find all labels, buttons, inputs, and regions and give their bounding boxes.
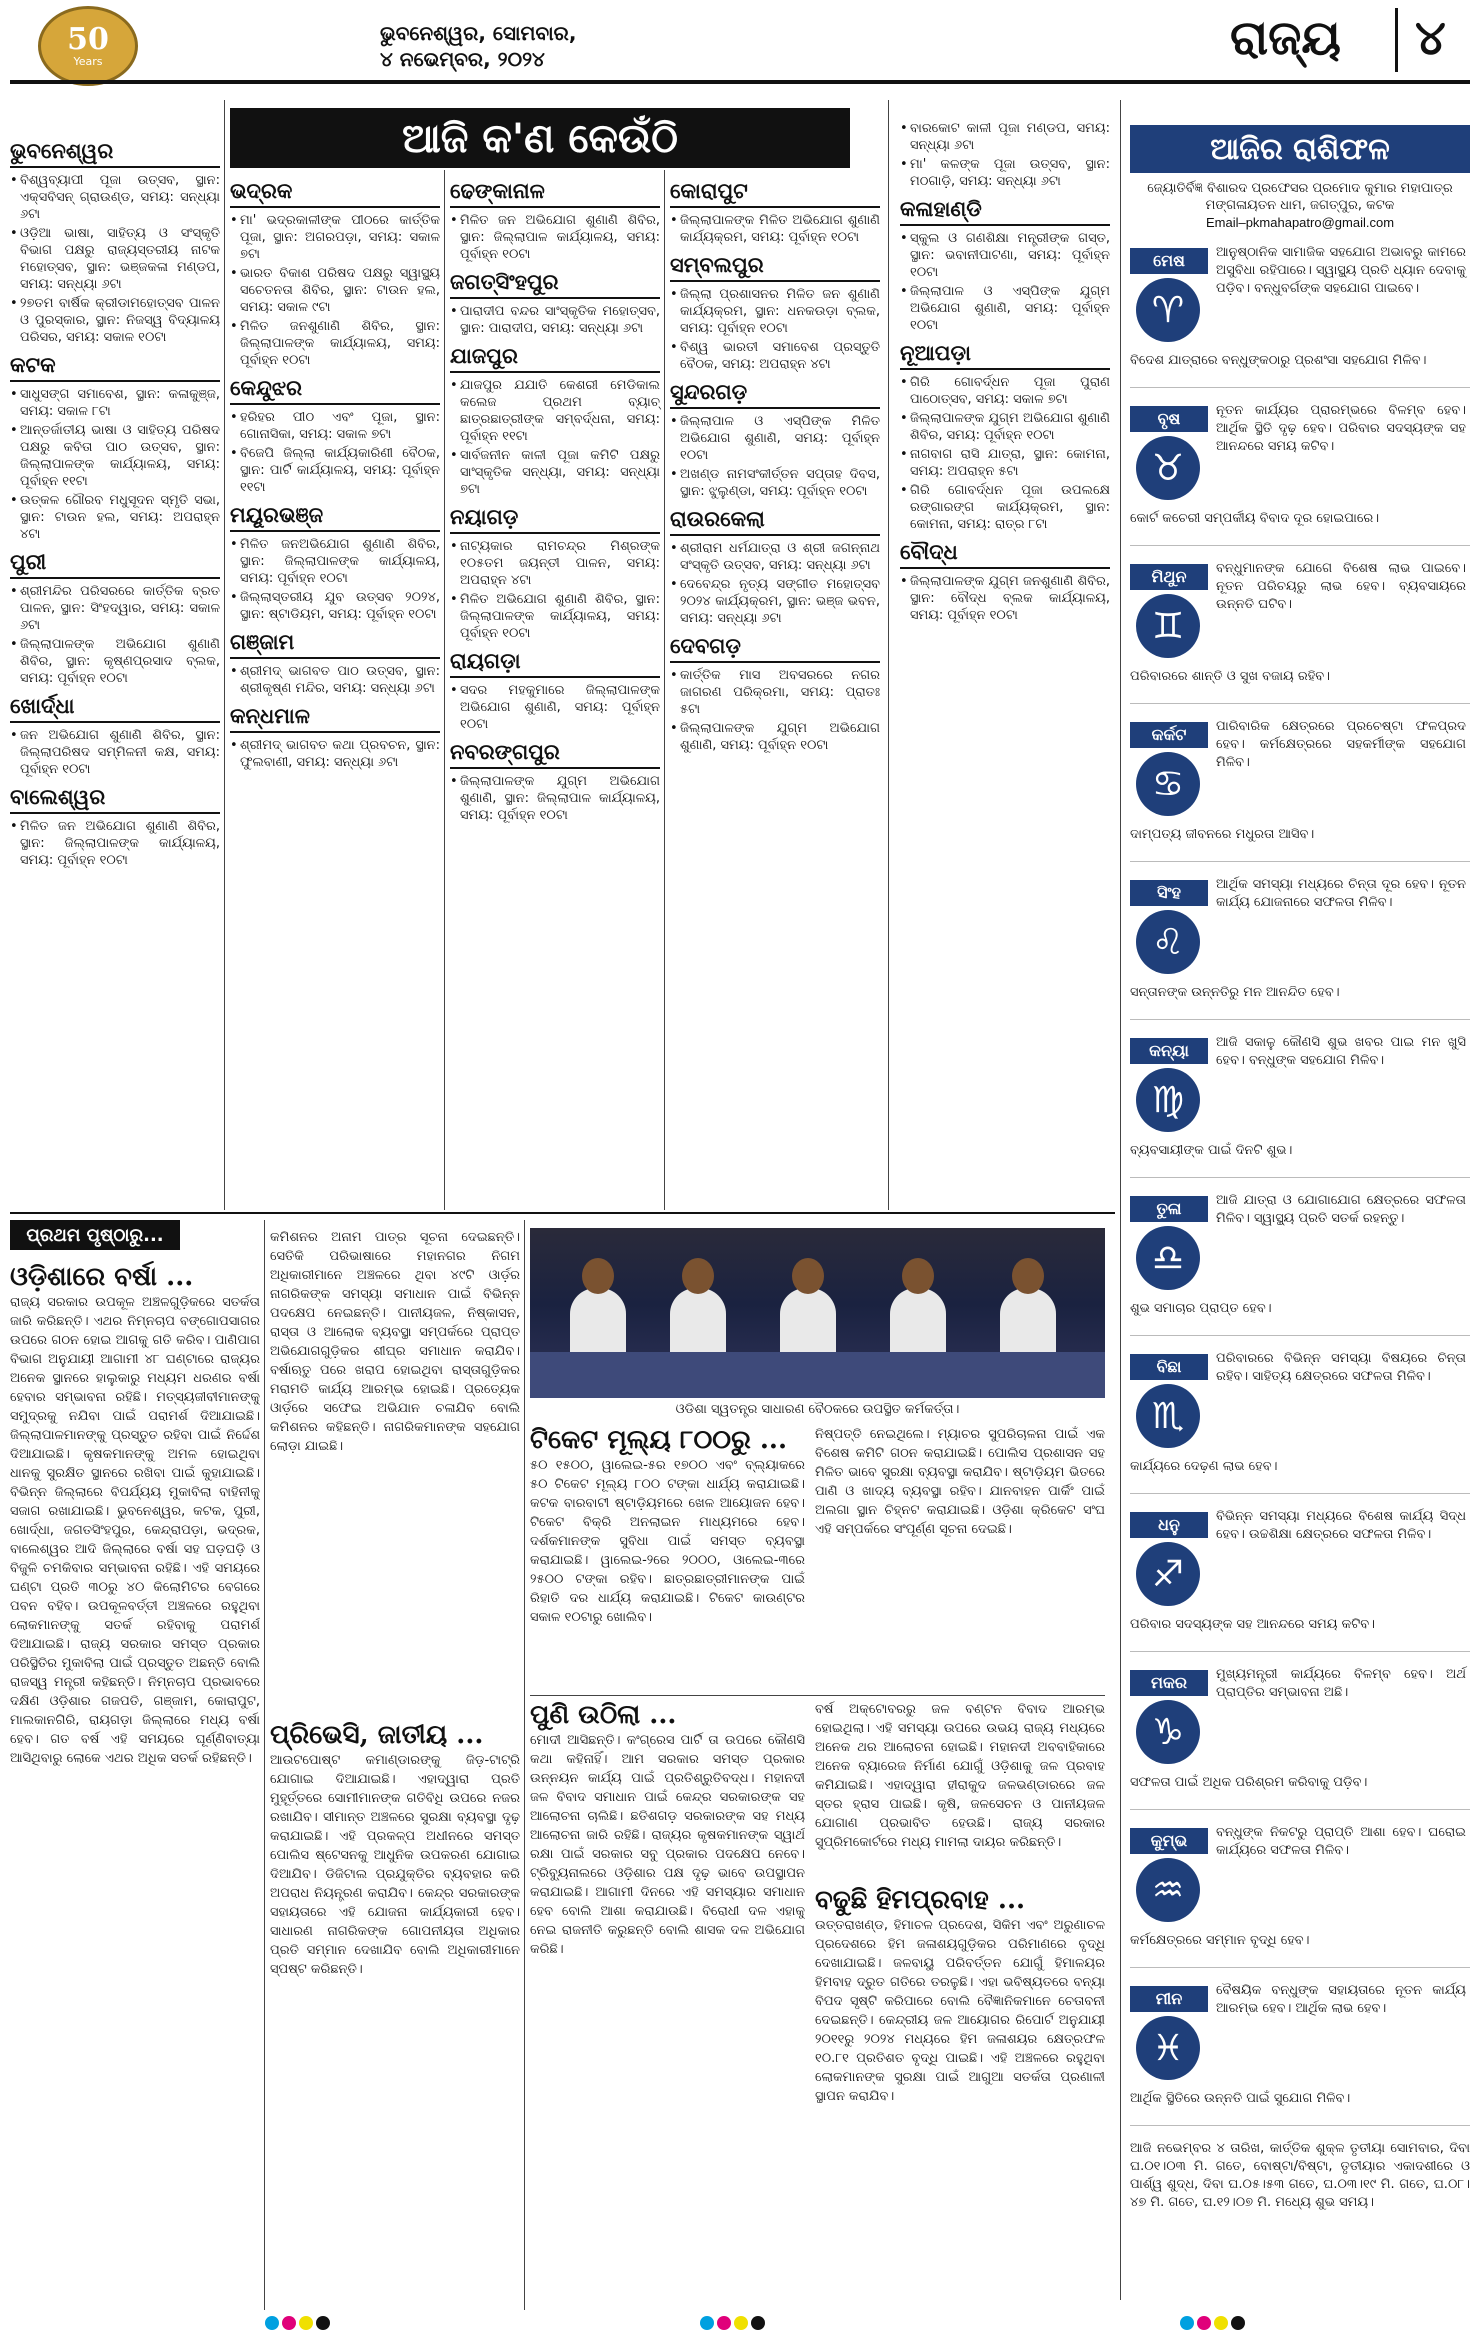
event-item: • ଆନ୍ତର୍ଜାତୀୟ ଭାଷା ଓ ସାହିତ୍ୟ ପରିଷଦ ପକ୍ଷରୁ କବିତା ପାଠ ଉତ୍ସବ, ସ୍ଥାନ: ଜିଲ୍ଲାପାଳଙ୍କ କାର୍ଯ୍ୟାଳୟ, ସମୟ: ପୂର୍ବାହ୍ନ ୧୧ଟା: [10, 422, 220, 490]
event-item: • ଉତ୍କଳ ଗୌରବ ମଧୁସୂଦନ ସ୍ମୃତି ସଭା, ସ୍ଥାନ: ଟାଉନ ହଲ, ସମୟ: ଅପରାହ୍ନ ୪ଟା: [10, 492, 220, 543]
district-heading: ପୁରୀ: [10, 549, 220, 579]
astrologer-address: ମଙ୍ଗଳାୟତନ ଧାମ, ଜଗତ୍ପୁର, କଟକ: [1205, 198, 1395, 213]
sign-prediction-continued: କାର୍ଯ୍ୟରେ ଦେଢ଼ଣ ଲାଭ ହେବ।: [1130, 1459, 1278, 1474]
masthead: [0, 0, 1477, 90]
horoscope-sign: [1130, 1502, 1470, 1652]
district-heading: କଳାହାଣ୍ଡି: [900, 196, 1110, 226]
horoscope-sign: [1130, 396, 1470, 546]
story-glacier-body: ଉତ୍ତରାଖଣ୍ଡ, ହିମାଚଳ ପ୍ରଦେଶ, ସିକିମ ଏବଂ ଅରୁଣାଚଳ ପ୍ରଦେଶରେ ହିମ ଜଳାଶୟଗୁଡ଼ିକର ପରିମାଣରେ ବୃଦ୍ଧି ଦେଖାଯାଇଛି। ଜଳବାୟୁ ପରିବର୍ତ୍ତନ ଯୋଗୁଁ ହିମାଳୟର ହିମବାହ ଦ୍ରୁତ ଗତିରେ ତରଳୁଛି। ଏହା ଭବିଷ୍ୟତରେ ବନ୍ୟା ବିପଦ ସୃଷ୍ଟି କରିପାରେ ବୋଲି ବୈଜ୍ଞାନିକମାନେ ଚେତାବନୀ ଦେଇଛନ୍ତି। କେନ୍ଦ୍ରୀୟ ଜଳ ଆୟୋଗର ରିପୋର୍ଟ ଅନୁଯାୟୀ ୨୦୧୧ରୁ ୨୦୨୪ ମଧ୍ୟରେ ହିମ ଜଳାଶୟର କ୍ଷେତ୍ରଫଳ ୧୦.୮୧ ପ୍ରତିଶତ ବୃଦ୍ଧି ପାଇଛି। ଏହି ଅଞ୍ଚଳରେ ରହୁଥିବା ଲୋକମାନଙ୍କ ସୁରକ୍ଷା ପାଇଁ ଆଗୁଆ ସତର୍କତା ପ୍ରଣାଳୀ ସ୍ଥାପନ କରାଯିବ।: [815, 1918, 1105, 2104]
dateline-city-day: ଭୁବନେଶ୍ୱର, ସୋମବାର,: [380, 21, 577, 45]
sign-name: ତୁଳା: [1130, 1196, 1208, 1222]
story-mahanadi-body: ମୋଦୀ ଆସିଛନ୍ତି। କଂଗ୍ରେସ ପାର୍ଟି ତା ଉପରେ କୌଣସି କଥା କହିନାହିଁ। ଆମ ସରକାର ସମସ୍ତ ପ୍ରକାର ଉନ୍ନୟନ କାର୍ଯ୍ୟ ପାଇଁ ପ୍ରତିଶ୍ରୁତିବଦ୍ଧ। ମହାନଦୀ ଜଳ ବିବାଦ ସମାଧାନ ପାଇଁ କେନ୍ଦ୍ର ସରକାରଙ୍କ ସହ ଆଲୋଚନା ଚାଲିଛି। ଛତିଶଗଡ଼ ସରକାରଙ୍କ ସହ ମଧ୍ୟ ଆଲୋଚନା ଜାରି ରହିଛି। ରାଜ୍ୟର କୃଷକମାନଙ୍କ ସ୍ୱାର୍ଥ ରକ୍ଷା ପାଇଁ ସରକାର ସବୁ ପ୍ରକାର ପଦକ୍ଷେପ ନେବେ। ଟ୍ରିବ୍ୟୁନାଲରେ ଓଡ଼ିଶାର ପକ୍ଷ ଦୃଢ଼ ଭାବେ ଉପସ୍ଥାପନ କରାଯାଇଛି। ଆଗାମୀ ଦିନରେ ଏହି ସମସ୍ୟାର ସମାଧାନ ହେବ ବୋଲି ଆଶା କରାଯାଉଛି। ବିରୋଧୀ ଦଳ ଏହାକୁ ନେଇ ରାଜନୀତି କରୁଛନ୍ତି ବୋଲି ଶାସକ ଦଳ ଅଭିଯୋଗ କରିଛି।: [530, 1733, 805, 1957]
sign-name: ମୀନ: [1130, 1986, 1208, 2012]
event-item: • ପାରାଦୀପ ବନ୍ଦର ସାଂସ୍କୃତିକ ମହୋତ୍ସବ, ସ୍ଥାନ: ପାରାଦୀପ, ସମୟ: ସନ୍ଧ୍ୟା ୬ଟା: [450, 303, 660, 337]
event-item: • ମିଳିତ ଜନଅଭିଯୋଗ ଶୁଣାଣି ଶିବିର, ସ୍ଥାନ: ଜିଲ୍ଲାପାଳଙ୍କ କାର୍ଯ୍ୟାଳୟ, ସମୟ: ପୂର୍ବାହ୍ନ ୧୦ଟା: [230, 536, 440, 587]
story-mahanadi: [530, 1700, 805, 2306]
event-item: • ଗିରି ଗୋବର୍ଦ୍ଧନ ପୂଜା ପୁରାଣ ପାଠୋତ୍ସବ, ସମୟ: ସକାଳ ୭ଟା: [900, 374, 1110, 408]
sign-prediction: ବୈଷୟିକ ବନ୍ଧୁଙ୍କ ସହାୟତାରେ ନୂତନ କାର୍ଯ୍ୟ ଆରମ୍ଭ ହେବ। ଆର୍ଥିକ ଲାଭ ହେବ।: [1216, 1983, 1466, 2016]
story-mahanadi-title: ପୁଣି ଉଠିଲା ...: [530, 1700, 677, 1730]
horoscope-sign: [1130, 1344, 1470, 1494]
sign-prediction: ବନ୍ଧୁମାନଙ୍କ ଯୋଗେ ବିଶେଷ ଲାଭ ପାଇବେ। ନୂତନ ପରିଚୟରୁ ଲାଭ ହେବ। ବ୍ୟବସାୟରେ ଉନ୍ନତି ଘଟିବ।: [1216, 561, 1466, 612]
zodiac-icon: ♒: [1136, 1858, 1200, 1922]
event-item: • ଜିଲ୍ଲାପାଳ ଓ ଏସ୍‌ପିଙ୍କ ମିଳିତ ଅଭିଯୋଗ ଶୁଣାଣି, ସମୟ: ପୂର୍ବାହ୍ନ ୧୦ଟା: [670, 413, 880, 464]
event-item: • ୨୭ତମ ବାର୍ଷିକ କ୍ରୀଡାମହୋତ୍ସବ ପାଳନ ଓ ପୁରସ୍କାର, ସ୍ଥାନ: ନିଜସ୍ୱ ବିଦ୍ୟାଳୟ ପରିସର, ସମୟ: ସକାଳ ୧୦ଟା: [10, 295, 220, 346]
horoscope-sign: [1130, 1976, 1470, 2126]
district-heading: ଭୁବନେଶ୍ୱର: [10, 138, 220, 168]
event-item: • ଜିଲ୍ଲାପାଳଙ୍କ ଅଭିଯୋଗ ଶୁଣାଣି ଶିବିର, ସ୍ଥାନ: କୃଷ୍ଣପ୍ରସାଦ ବ୍ଲକ, ସମୟ: ପୂର୍ବାହ୍ନ ୧୦ଟା: [10, 636, 220, 687]
sign-name: ମିଥୁନ: [1130, 564, 1208, 590]
story-ticket-continued: [815, 1425, 1105, 1690]
section-rule: [10, 1212, 1115, 1214]
story-privacy: [270, 1720, 520, 2301]
district-heading: ଜଗତ୍‌ସିଂହପୁର: [450, 269, 660, 299]
zodiac-icon: ♑: [1136, 1700, 1200, 1764]
story-ticket-body-2: ନିଷ୍ପତ୍ତି ନେଇଥିଲେ। ମ୍ୟାଚର ସୁପରିଚାଳନା ପାଇଁ ଏକ ବିଶେଷ କମିଟି ଗଠନ କରାଯାଇଛି। ପୋଲିସ ପ୍ରଶାସନ ସହ ମିଳିତ ଭାବେ ସୁରକ୍ଷା ବ୍ୟବସ୍ଥା କରାଯିବ। ଷ୍ଟାଡ଼ିୟମ ଭିତରେ ପାଣି ଓ ଖାଦ୍ୟ ବ୍ୟବସ୍ଥା ରହିବ। ଯାନବାହନ ପାର୍କିଂ ପାଇଁ ଅଲଗା ସ୍ଥାନ ଚିହ୍ନଟ କରାଯାଇଛି। ଓଡ଼ିଶା କ୍ରିକେଟ ସଂଘ ଏହି ସମ୍ପର୍କରେ ସଂପୂର୍ଣ୍ଣ ସୂଚନା ଦେଇଛି।: [815, 1427, 1105, 1537]
sign-prediction-continued: ବିଦେଶ ଯାତ୍ରାରେ ବନ୍ଧୁଙ୍କଠାରୁ ପ୍ରଶଂସା ସହଯୋଗ ମିଳିବ।: [1130, 353, 1427, 368]
story-privacy-title: ପ୍ରିଭେସି, ଜାତୀୟ ...: [270, 1720, 484, 1750]
sign-prediction: ଆନୁଷ୍ଠାନିକ ସାମାଜିକ ସହଯୋଗ ଅଭାବରୁ କାମରେ ଅସୁବିଧା ରହିପାରେ। ସ୍ୱାସ୍ଥ୍ୟ ପ୍ରତି ଧ୍ୟାନ ଦେବାକୁ ପଡ଼ିବ। ବନ୍ଧୁବର୍ଗଙ୍କ ସହଯୋଗ ପାଇବେ।: [1216, 245, 1466, 296]
story-rain-body: ରାଜ୍ୟ ସରକାର ଉପକୂଳ ଅଞ୍ଚଳଗୁଡ଼ିକରେ ସତର୍କତା ଜାରି କରିଛନ୍ତି। ଏଥର ନିମ୍ନଚାପ ବଙ୍ଗୋପସାଗର ଉପରେ ଗଠନ ହୋଇ ଆଗକୁ ଗତି କରିବ। ପାଣିପାଗ ବିଭାଗ ଅନୁଯାୟୀ ଆଗାମୀ ୪୮ ଘଣ୍ଟାରେ ରାଜ୍ୟର ଅନେକ ସ୍ଥାନରେ ହାଲୁକାରୁ ମଧ୍ୟମ ଧରଣର ବର୍ଷା ହେବାର ସମ୍ଭାବନା ରହିଛି। ମତ୍ସ୍ୟଜୀବୀମାନଙ୍କୁ ସମୁଦ୍ରକୁ ନଯିବା ପାଇଁ ପରାମର୍ଶ ଦିଆଯାଇଛି। ଜିଲ୍ଲାପାଳମାନଙ୍କୁ ପ୍ରସ୍ତୁତ ରହିବା ପାଇଁ ନିର୍ଦ୍ଦେଶ ଦିଆଯାଇଛି। କୃଷକମାନଙ୍କୁ ଅମଳ ହୋଇଥିବା ଧାନକୁ ସୁରକ୍ଷିତ ସ୍ଥାନରେ ରଖିବା ପାଇଁ କୁହାଯାଇଛି। ବିଭିନ୍ନ ଜିଲ୍ଲାରେ ବିପର୍ଯ୍ୟୟ ମୁକାବିଲା ବାହିନୀକୁ ସଜାଗ ରଖାଯାଇଛି। ଭୁବନେଶ୍ୱର, କଟକ, ପୁରୀ, ଖୋର୍ଦ୍ଧା, ଜଗତସିଂହପୁର, କେନ୍ଦ୍ରାପଡ଼ା, ଭଦ୍ରକ, ବାଲେଶ୍ୱର ଆଦି ଜିଲ୍ଲାରେ ବର୍ଷା ସହ ଘଡ଼ଘଡ଼ି ଓ ବିଜୁଳି ଚମକିବାର ସମ୍ଭାବନା ରହିଛି। ଏହି ସମୟରେ ଘଣ୍ଟା ପ୍ରତି ୩୦ରୁ ୪୦ କିଲୋମିଟର ବେଗରେ ପବନ ବହିବ। ଉପକୂଳବର୍ତ୍ତୀ ଅଞ୍ଚଳରେ ରହୁଥିବା ଲୋକମାନଙ୍କୁ ସତର୍କ ରହିବାକୁ ପରାମର୍ଶ ଦିଆଯାଇଛି। ରାଜ୍ୟ ସରକାର ସମସ୍ତ ପ୍ରକାର ପରିସ୍ଥିତିର ମୁକାବିଲା ପାଇଁ ପ୍ରସ୍ତୁତ ଅଛନ୍ତି ବୋଲି ରାଜସ୍ୱ ମନ୍ତ୍ରୀ କହିଛନ୍ତି। ନିମ୍ନଚାପ ପ୍ରଭାବରେ ଦକ୍ଷିଣ ଓଡ଼ିଶାର ଗଜପତି, ଗଞ୍ଜାମ, କୋରାପୁଟ, ମାଲକାନଗିରି, ରାୟଗଡ଼ା ଜିଲ୍ଲାରେ ମଧ୍ୟ ବର୍ଷା ହେବ। ଗତ ବର୍ଷ ଏହି ସମୟରେ ଘୂର୍ଣ୍ଣିବାତ୍ୟା ଆସିଥିବାରୁ ଲୋକେ ଏଥର ଅଧିକ ସତର୍କ ରହିଛନ୍ତି।: [10, 1295, 260, 1766]
horoscope-sign: [1130, 238, 1470, 388]
sign-prediction: ବିଭିନ୍ନ ସମସ୍ୟା ମଧ୍ୟରେ ବିଶେଷ କାର୍ଯ୍ୟ ସିଦ୍ଧ ହେବ। ଉଚ୍ଚଶିକ୍ଷା କ୍ଷେତ୍ରରେ ସଫଳତା ମିଳିବ।: [1216, 1509, 1466, 1542]
astrologer-email: Email–pkmahapatro@gmail.com: [1205, 215, 1395, 230]
column-rule: [888, 100, 889, 1210]
sign-name: ସିଂହ: [1130, 880, 1208, 906]
district-heading: ଦେବଗଡ଼: [670, 633, 880, 663]
event-item: • ଶ୍ରୀମଦ୍ ଭାଗବତ ପାଠ ଉତ୍ସବ, ସ୍ଥାନ: ଶ୍ରୀକୃଷ୍ଣ ମନ୍ଦିର, ସମୟ: ସନ୍ଧ୍ୟା ୬ଟା: [230, 663, 440, 697]
event-item: • ଅଖଣ୍ଡ ନାମସଂକୀର୍ତ୍ତନ ସପ୍ତାହ ଦିବସ, ସ୍ଥାନ: ଝୁଲୁଣ୍ଡା, ସମୟ: ପୂର୍ବାହ୍ନ ୧୦ଟା: [670, 466, 880, 500]
sign-prediction: ଆଜି ସକାଳୁ କୌଣସି ଶୁଭ ଖବର ପାଇ ମନ ଖୁସି ହେବ। ବନ୍ଧୁଙ୍କ ସହଯୋଗ ମିଳିବ।: [1216, 1035, 1466, 1068]
photo-table: [530, 1352, 1105, 1398]
story-ticket-body: ୫୦ ୧୫୦୦, ୱାଲେଇ-୫ର ୧୭୦୦ ଏବଂ ବ୍ଲ୍ୟାକରେ ୫୦ ଟିକେଟ ମୂଲ୍ୟ ୮୦୦ ଟଙ୍କା ଧାର୍ଯ୍ୟ କରାଯାଇଛି। କଟକ ବାରବାଟୀ ଷ୍ଟାଡ଼ିୟମରେ ଖେଳ ଆୟୋଜନ ହେବ। ଟିକେଟ ବିକ୍ରି ଅନଲାଇନ ମାଧ୍ୟମରେ ହେବ। ଦର୍ଶକମାନଙ୍କ ସୁବିଧା ପାଇଁ ସମସ୍ତ ବ୍ୟବସ୍ଥା କରାଯାଇଛି। ୱାଲେଇ-୨ରେ ୨୦୦୦, ଓାଲେଇ-୩ରେ ୨୫୦୦ ଟଙ୍କା ରହିବ। ଛାତ୍ରଛାତ୍ରୀମାନଙ୍କ ପାଇଁ ରିହାତି ଦର ଧାର୍ଯ୍ୟ କରାଯାଇଛି। ଟିକେଟ କାଉଣ୍ଟର ସକାଳ ୧୦ଟାରୁ ଖୋଲିବ।: [530, 1458, 805, 1625]
meeting-photo: [530, 1228, 1105, 1398]
zodiac-icon: ♉: [1136, 436, 1200, 500]
story-mahanadi-continued: [815, 1700, 1105, 1880]
district-heading: କେନ୍ଦୁଝର: [230, 375, 440, 405]
dateline-date: ୪ ନଭେମ୍ବର, ୨୦୨୪: [380, 47, 545, 71]
event-item: • ଜିଲ୍ଲାପାଳଙ୍କ ଯୁଗ୍ମ ଜନଶୁଣାଣି ଶିବିର, ସ୍ଥାନ: ବୌଦ୍ଧ ବ୍ଲକ କାର୍ଯ୍ୟାଳୟ, ସମୟ: ପୂର୍ବାହ୍ନ ୧୦ଟା: [900, 573, 1110, 624]
district-heading: ସମ୍ବଲପୁର: [670, 252, 880, 282]
sign-prediction: ବନ୍ଧୁଙ୍କ ନିକଟରୁ ପ୍ରାପ୍ତି ଆଶା ହେବ। ଘରୋଇ କାର୍ଯ୍ୟରେ ସଫଳତା ମିଳିବ।: [1216, 1825, 1466, 1858]
horoscope-sign: [1130, 712, 1470, 862]
zodiac-icon: ♋: [1136, 752, 1200, 816]
district-heading: ଭଦ୍ରକ: [230, 178, 440, 208]
horoscope-sign: [1130, 1186, 1470, 1336]
column-rule: [444, 170, 445, 1210]
column-rule: [1120, 100, 1121, 2300]
event-item: • ଶ୍ରୀମଦ୍ ଭାଗବତ କଥା ପ୍ରବଚନ, ସ୍ଥାନ: ଫୁଲବାଣୀ, ସମୟ: ସନ୍ଧ୍ୟା ୬ଟା: [230, 737, 440, 771]
event-item: • ବିଶ୍ୱବ୍ୟାପୀ ପୂଜା ଉତ୍ସବ, ସ୍ଥାନ: ଏକ୍ସବିସନ୍ ଗ୍ରାଉଣ୍ଡ, ସମୟ: ସନ୍ଧ୍ୟା ୬ଟା: [10, 172, 220, 223]
astrologer-name: ଜ୍ୟୋତିର୍ବିଜ୍ଞ ବିଶାରଦ ପ୍ରଫେସର ପ୍ରମୋଦ କୁମାର ମହାପାତ୍ର: [1147, 181, 1453, 196]
event-item: • ଦେବେନ୍ଦ୍ର ନୃତ୍ୟ ସଙ୍ଗୀତ ମହୋତ୍ସବ ୨୦୨୪ କାର୍ଯ୍ୟକ୍ରମ, ସ୍ଥାନ: ଭଞ୍ଜ ଭବନ, ସମୟ: ସନ୍ଧ୍ୟା ୬ଟା: [670, 576, 880, 627]
event-item: • ମା' କଳଙ୍କ ପୂଜା ଉତ୍ସବ, ସ୍ଥାନ: ମଠଗାଡ଼ି, ସମୟ: ସନ୍ଧ୍ୟା ୬ଟା: [900, 156, 1110, 190]
page-number: ୪: [1415, 10, 1446, 66]
sign-prediction-continued: ଆର୍ଥିକ ସ୍ଥିତିରେ ଉନ୍ନତି ପାଇଁ ସୁଯୋଗ ମିଳିବ।: [1130, 2091, 1351, 2106]
events-column-1: [10, 132, 220, 871]
section-divider: [1395, 8, 1398, 72]
astrologer-info: [1130, 180, 1470, 231]
events-column-2: [230, 172, 440, 773]
event-item: • ମିଳିତ ଜନ ଅଭିଯୋଗ ଶୁଣାଣି ଶିବିର, ସ୍ଥାନ: ଜିଲ୍ଲାପାଳ କାର୍ଯ୍ୟାଳୟ, ସମୟ: ପୂର୍ବାହ୍ନ ୧୦ଟା: [450, 212, 660, 263]
section-name: ରାଜ୍ୟ: [1230, 10, 1341, 66]
sign-name: ଧନୁ: [1130, 1512, 1208, 1538]
story-corporation: [270, 1228, 520, 1698]
masthead-rule: [10, 80, 1470, 84]
logo-anniversary-sub: Years: [73, 54, 103, 68]
sign-prediction: ପରିବାରରେ ବିଭିନ୍ନ ସମସ୍ୟା ବିଷୟରେ ଚିନ୍ତା ରହିବ। ସାହିତ୍ୟ କ୍ଷେତ୍ରରେ ସଫଳତା ମିଳିବ।: [1216, 1351, 1466, 1384]
sign-prediction-continued: ବ୍ୟବସାୟୀଙ୍କ ପାଇଁ ଦିନଟି ଶୁଭ।: [1130, 1143, 1293, 1158]
event-item: • ମିଳିତ ଅଭିଯୋଗ ଶୁଣାଣି ଶିବିର, ସ୍ଥାନ: ଜିଲ୍ଲାପାଳଙ୍କ କାର୍ଯ୍ୟାଳୟ, ସମୟ: ପୂର୍ବାହ୍ନ ୧୦ଟା: [450, 591, 660, 642]
zodiac-icon: ♊: [1136, 594, 1200, 658]
sign-prediction: ପାରିବାରିକ କ୍ଷେତ୍ରରେ ପ୍ରଚେଷ୍ଟା ଫଳପ୍ରଦ ହେବ। କର୍ମକ୍ଷେତ୍ରରେ ସହକର୍ମୀଙ୍କ ସହଯୋଗ ମିଳିବ।: [1216, 719, 1466, 770]
events-banner: ଆଜି କ'ଣ କେଉଁଠି: [230, 108, 850, 168]
story-rain: [10, 1262, 260, 2323]
event-item: • ଓଡ଼ିଆ ଭାଷା, ସାହିତ୍ୟ ଓ ସଂସ୍କୃତି ବିଭାଗ ପକ୍ଷରୁ ରାଜ୍ୟସ୍ତରୀୟ ନାଟକ ମହୋତ୍ସବ, ସ୍ଥାନ: ଭଞ୍ଜକଳା ମଣ୍ଡପ, ସମୟ: ସନ୍ଧ୍ୟା ୬ଟା: [10, 225, 220, 293]
sign-prediction: ନୂତନ କାର୍ଯ୍ୟର ପ୍ରାରମ୍ଭରେ ବିଳମ୍ବ ହେବ। ଆର୍ଥିକ ସ୍ଥିତି ଦୃଢ଼ ହେବ। ପରିବାର ସଦସ୍ୟଙ୍କ ସହ ଆନନ୍ଦରେ ସମୟ କଟିବ।: [1216, 403, 1466, 454]
district-heading: କନ୍ଧମାଳ: [230, 703, 440, 733]
event-item: • ଜିଲ୍ଲା ପ୍ରଶାସନର ମିଳିତ ଜନ ଶୁଣାଣି କାର୍ଯ୍ୟକ୍ରମ, ସ୍ଥାନ: ଧନକଉଡ଼ା ବ୍ଲକ, ସମୟ: ପୂର୍ବାହ୍ନ ୧୦ଟା: [670, 286, 880, 337]
event-item: • କାର୍ତ୍ତିକ ମାସ ଅବସରରେ ନଗର ଜାଗରଣ ପରିକ୍ରମା, ସମୟ: ପ୍ରାତଃ ୫ଟା: [670, 667, 880, 718]
event-item: • ସାର୍ବଜନୀନ କାଳୀ ପୂଜା କମିଟି ପକ୍ଷରୁ ସାଂସ୍କୃତିକ ସନ୍ଧ୍ୟା, ସମୟ: ସନ୍ଧ୍ୟା ୭ଟା: [450, 447, 660, 498]
dateline: [380, 20, 576, 72]
district-heading: ଢେଙ୍କାନାଳ: [450, 178, 660, 208]
sign-prediction-continued: କୋର୍ଟ କଚେରୀ ସମ୍ପର୍କୀୟ ବିବାଦ ଦୂର ହୋଇପାରେ।: [1130, 511, 1380, 526]
district-heading: ଯାଜପୁର: [450, 343, 660, 373]
story-privacy-body: ଆଉଟପୋଷ୍ଟ କମାଣ୍ଡାରଙ୍କୁ ଜିଡ଼-ଟାଟ୍ରି ଯୋଗାଇ ଦିଆଯାଇଛି। ଏହାଦ୍ୱାରା ପ୍ରତି ମୁହୂର୍ତ୍ତରେ ସୋମୀମାନଙ୍କ ଗତିବିଧି ଉପରେ ନଜର ରଖାଯିବ। ସୀମାନ୍ତ ଅଞ୍ଚଳରେ ସୁରକ୍ଷା ବ୍ୟବସ୍ଥା ଦୃଢ଼ କରାଯାଇଛି। ଏହି ପ୍ରକଳ୍ପ ଅଧୀନରେ ସମସ୍ତ ପୋଲିସ ଷ୍ଟେସନକୁ ଆଧୁନିକ ଉପକରଣ ଯୋଗାଇ ଦିଆଯିବ। ଡିଜିଟାଲ ପ୍ରଯୁକ୍ତିର ବ୍ୟବହାର କରି ଅପରାଧ ନିୟନ୍ତ୍ରଣ କରାଯିବ। କେନ୍ଦ୍ର ସରକାରଙ୍କ ସହାୟତାରେ ଏହି ଯୋଜନା କାର୍ଯ୍ୟକାରୀ ହେବ। ସାଧାରଣ ନାଗରିକଙ୍କ ଗୋପନୀୟତା ଅଧିକାର ପ୍ରତି ସମ୍ମାନ ଦେଖାଯିବ ବୋଲି ଅଧିକାରୀମାନେ ସ୍ପଷ୍ଟ କରିଛନ୍ତି।: [270, 1753, 520, 1977]
sign-name: କୁମ୍ଭ: [1130, 1828, 1208, 1854]
event-item: • ହରିହର ପୀଠ ଏବଂ ପୂଜା, ସ୍ଥାନ: ଗୋନାସିକା, ସମୟ: ସକାଳ ୭ଟା: [230, 409, 440, 443]
story-corporation-body: କମିଶନର ଅନାମ ପାତ୍ର ସୂଚନା ଦେଇଛନ୍ତି। ସେତିକି ପରିଭାଷାରେ ମହାନଗର ନିଗମ ଅଧିକାରୀମାନେ ଅଞ୍ଚଳରେ ଥିବା ୪୯ଟି ଓାର୍ଡ଼ର ନାଗରିକଙ୍କ ସମସ୍ୟା ସମାଧାନ ପାଇଁ ବିଭିନ୍ନ ପଦକ୍ଷେପ ନେଇଛନ୍ତି। ପାନୀୟଜଳ, ନିଷ୍କାସନ, ରାସ୍ତା ଓ ଆଲୋକ ବ୍ୟବସ୍ଥା ସମ୍ପର୍କରେ ପ୍ରାପ୍ତ ଅଭିଯୋଗଗୁଡ଼ିକର ଶୀଘ୍ର ସମାଧାନ କରାଯିବ। ବର୍ଷାଋତୁ ପରେ ଖରାପ ହୋଇଥିବା ରାସ୍ତାଗୁଡ଼ିକର ମରାମତି କାର୍ଯ୍ୟ ଆରମ୍ଭ ହୋଇଛି। ପ୍ରତ୍ୟେକ ଓାର୍ଡ଼ରେ ସଫେଇ ଅଭିଯାନ ଚଳାଯିବ ବୋଲି କମିଶନର କହିଛନ୍ତି। ନାଗରିକମାନଙ୍କ ସହଯୋଗ ଲୋଡ଼ା ଯାଇଛି।: [270, 1230, 520, 1454]
event-item: • ସାଧୁସଙ୍ଗ ସମାବେଶ, ସ୍ଥାନ: କଳାକୁଞ୍ଜ, ସମୟ: ସକାଳ ୮ଟା: [10, 386, 220, 420]
horoscope-sign: [1130, 1028, 1470, 1178]
sign-prediction-continued: ଶୁଭ ସମାଚାର ପ୍ରାପ୍ତ ହେବ।: [1130, 1301, 1272, 1316]
sign-prediction-continued: ସଫଳତା ପାଇଁ ଅଧିକ ପରିଶ୍ରମ କରିବାକୁ ପଡ଼ିବ।: [1130, 1775, 1368, 1790]
print-registration-marks: [0, 2316, 1477, 2336]
event-item: • ମିଳିତ ଜନଶୁଣାଣି ଶିବିର, ସ୍ଥାନ: ଜିଲ୍ଲାପାଳଙ୍କ କାର୍ଯ୍ୟାଳୟ, ସମୟ: ପୂର୍ବାହ୍ନ ୧୦ଟା: [230, 318, 440, 369]
event-item: • ବାରକୋଟ କାଳୀ ପୂଜା ମଣ୍ଡପ, ସମୟ: ସନ୍ଧ୍ୟା ୬ଟା: [900, 120, 1110, 154]
district-heading: ସୁନ୍ଦରଗଡ଼: [670, 379, 880, 409]
sign-prediction: ଆର୍ଥିକ ସମସ୍ୟା ମଧ୍ୟରେ ଚିନ୍ତା ଦୂର ହେବ। ନୂତନ କାର୍ଯ୍ୟ ଯୋଜନାରେ ସଫଳତା ମିଳିବ।: [1216, 877, 1466, 910]
zodiac-icon: ♎: [1136, 1226, 1200, 1290]
district-heading: ନୂଆପଡ଼ା: [900, 340, 1110, 370]
photo-person-head: [682, 1258, 714, 1294]
sign-prediction-continued: ପରିବାର ସଦସ୍ୟଙ୍କ ସହ ଆନନ୍ଦରେ ସମୟ କଟିବ।: [1130, 1617, 1375, 1632]
sign-prediction-continued: ଦାମ୍ପତ୍ୟ ଜୀବନରେ ମଧୁରତା ଆସିବ।: [1130, 827, 1315, 842]
district-heading: ବାଲେଶ୍ୱର: [10, 784, 220, 814]
story-rain-title: ଓଡ଼ିଶାରେ ବର୍ଷା ...: [10, 1262, 194, 1292]
story-glacier: [815, 1885, 1105, 2301]
story-ticket: [530, 1425, 805, 1686]
column-rule: [524, 1220, 525, 2310]
photo-person-head: [902, 1258, 934, 1294]
photo-caption: ଓଡିଶା ସ୍ୱତନ୍ତ୍ର ସାଧାରଣ ବୈଠକରେ ଉପସ୍ଥିତ କର୍ମକର୍ତ୍ତା।: [675, 1402, 960, 1417]
sign-name: କନ୍ୟା: [1130, 1038, 1208, 1064]
district-heading: ଖୋର୍ଦ୍ଧା: [10, 693, 220, 723]
sign-prediction: ମୁଖ୍ୟମନ୍ତ୍ରୀ କାର୍ଯ୍ୟରେ ବିଳମ୍ବ ହେବ। ଅର୍ଥ ପ୍ରାପ୍ତିର ସମ୍ଭାବନା ଅଛି।: [1216, 1667, 1466, 1700]
event-item: • ଜିଲ୍ଲାପାଳଙ୍କ ଯୁଗ୍ମ ଅଭିଯୋଗ ଶୁଣାଣି, ସମୟ: ପୂର୍ବାହ୍ନ ୧୦ଟା: [670, 720, 880, 754]
event-item: • ଜିଲ୍ଲାପାଳଙ୍କ ଯୁଗ୍ମ ଅଭିଯୋଗ ଶୁଣାଣି ଶିବିର, ସମୟ: ପୂର୍ବାହ୍ନ ୧୦ଟା: [900, 410, 1110, 444]
event-item: • ଭାରତ ବିକାଶ ପରିଷଦ ପକ୍ଷରୁ ସ୍ୱାସ୍ଥ୍ୟ ସଚେତନତା ଶିବିର, ସ୍ଥାନ: ଟାଉନ ହଲ, ସମୟ: ସକାଳ ୯ଟା: [230, 265, 440, 316]
zodiac-icon: ♏: [1136, 1384, 1200, 1448]
sign-name: ମକର: [1130, 1670, 1208, 1696]
sign-prediction-continued: ପରିବାରରେ ଶାନ୍ତି ଓ ସୁଖ ବଜାୟ ରହିବ।: [1130, 669, 1330, 684]
sign-prediction-continued: ସନ୍ତାନଙ୍କ ଉନ୍ନତିରୁ ମନ ଆନନ୍ଦିତ ହେବ।: [1130, 985, 1340, 1000]
events-column-3: [450, 172, 660, 826]
zodiac-icon: ♍: [1136, 1068, 1200, 1132]
logo-anniversary-number: 50: [67, 21, 109, 57]
sign-prediction: ଆଜି ଯାତ୍ରା ଓ ଯୋଗାଯୋଗ କ୍ଷେତ୍ରରେ ସଫଳତା ମିଳିବ। ସ୍ୱାସ୍ଥ୍ୟ ପ୍ରତି ସତର୍କ ରହନ୍ତୁ।: [1216, 1193, 1466, 1226]
zodiac-icon: ♓: [1136, 2016, 1200, 2080]
event-item: • ଶ୍ରୀରାମ ଧର୍ମଯାତ୍ରା ଓ ଶ୍ରୀ ଜଗନ୍ନାଥ ସଂସ୍କୃତି ଉତ୍ସବ, ସମୟ: ସନ୍ଧ୍ୟା ୬ଟା: [670, 540, 880, 574]
district-heading: କଟକ: [10, 352, 220, 382]
horoscope-title: ଆଜିର ରାଶିଫଳ: [1130, 125, 1470, 173]
photo-person-head: [792, 1258, 824, 1294]
event-item: • ଶ୍ରୀମନ୍ଦିର ପରିସରରେ କାର୍ତ୍ତିକ ବ୍ରତ ପାଳନ, ସ୍ଥାନ: ସିଂହଦ୍ୱାର, ସମୟ: ସକାଳ ୬ଟା: [10, 583, 220, 634]
column-rule: [264, 1220, 265, 2310]
story-mahanadi-body-2: ବର୍ଷ ଅକ୍ଟୋବରରୁ ଜଳ ବଣ୍ଟନ ବିବାଦ ଆରମ୍ଭ ହୋଇଥିଲା। ଏହି ସମସ୍ୟା ଉପରେ ଉଭୟ ରାଜ୍ୟ ମଧ୍ୟରେ ଅନେକ ଥର ଆଲୋଚନା ହୋଇଛି। ମହାନଦୀ ଅବବାହିକାରେ ଅନେକ ବ୍ୟାରେଜ ନିର୍ମାଣ ଯୋଗୁଁ ଓଡ଼ିଶାକୁ ଜଳ ପ୍ରବାହ କମିଯାଇଛି। ଏହାଦ୍ୱାରା ହୀରାକୁଦ ଜଳଭଣ୍ଡାରରେ ଜଳ ସ୍ତର ହ୍ରାସ ପାଇଛି। କୃଷି, ଜଳସେଚନ ଓ ପାନୀୟଜଳ ଯୋଗାଣ ପ୍ରଭାବିତ ହେଉଛି। ରାଜ୍ୟ ସରକାର ସୁପ୍ରିମକୋର୍ଟରେ ମଧ୍ୟ ମାମଲା ଦାୟର କରିଛନ୍ତି।: [815, 1702, 1105, 1850]
events-column-5: [900, 120, 1110, 626]
district-heading: ରାଉରକେଲା: [670, 506, 880, 536]
event-item: • ଜିଲ୍ଲାପାଳଙ୍କ ମିଳିତ ଅଭିଯୋଗ ଶୁଣାଣି କାର୍ଯ୍ୟକ୍ରମ, ସମୟ: ପୂର୍ବାହ୍ନ ୧୦ଟା: [670, 212, 880, 246]
story-ticket-title: ଟିକେଟ ମୂଲ୍ୟ ୮୦୦ରୁ ...: [530, 1425, 788, 1455]
zodiac-icon: ♌: [1136, 910, 1200, 974]
event-item: • ମା' ଭଦ୍ରକାଳୀଙ୍କ ପୀଠରେ କାର୍ତ୍ତିକ ପୂଜା, ସ୍ଥାନ: ଅଗରପଡ଼ା, ସମୟ: ସକାଳ ୭ଟା: [230, 212, 440, 263]
front-page-reference: ପ୍ରଥମ ପୃଷ୍ଠାରୁ...: [10, 1220, 180, 1250]
horoscope-sign: [1130, 1660, 1470, 1810]
panchanga-text: ଆଜି ନଭେମ୍ବର ୪ ତାରିଖ, କାର୍ତ୍ତିକ ଶୁକ୍ଳ ତୃତୀୟା ସୋମବାର, ଦିବା ଘ.୦୧।୦୩ ମି. ଗତେ, ବୋଷ୍ଟା/ବିଷ୍ଟା, ତୃତୀୟାର ଏକାଦଶୀରେ ଓ ପାର୍ଶ୍ୱ ଶୁଦ୍ଧ, ଦିବା ଘ.୦୫।୫୩ ଗତେ, ଘ.୦୩।୧୯ ମି. ଗତେ, ଘ.୦୮।୪୭ ମି. ଗତେ, ଘ.୧୨।୦୭ ମି. ମଧ୍ୟେ ଶୁଭ ସମୟ।: [1130, 2141, 1470, 2210]
sign-name: ମେଷ: [1130, 248, 1208, 274]
district-heading: ଗଞ୍ଜାମ: [230, 629, 440, 659]
zodiac-icon: ♐: [1136, 1542, 1200, 1606]
event-item: • ନାଟ୍ୟକାର ରାମଚନ୍ଦ୍ର ମିଶ୍ରଙ୍କ ୧୦୫ତମ ଜୟନ୍ତୀ ପାଳନ, ସମୟ: ଅପରାହ୍ନ ୪ଟା: [450, 538, 660, 589]
column-rule: [664, 170, 665, 1210]
event-item: • ଜିଲ୍ଲାପାଳ ଓ ଏସ୍‌ପିଙ୍କ ଯୁଗ୍ମ ଅଭିଯୋଗ ଶୁଣାଣି, ସମୟ: ପୂର୍ବାହ୍ନ ୧୦ଟା: [900, 283, 1110, 334]
event-item: • ଜିଲ୍ଲାସ୍ତରୀୟ ଯୁବ ଉତ୍ସବ ୨୦୨୪, ସ୍ଥାନ: ଷ୍ଟାଡିୟମ, ସମୟ: ପୂର୍ବାହ୍ନ ୧୦ଟା: [230, 589, 440, 623]
story-rule: [530, 1695, 1105, 1696]
event-item: • ବିଶ୍ୱ ଭାରତୀ ସମାବେଶ ପ୍ରସ୍ତୁତି ବୈଠକ, ସମୟ: ଅପରାହ୍ନ ୪ଟା: [670, 339, 880, 373]
horoscope-sign: [1130, 1818, 1470, 1968]
event-item: • ଜିଲ୍ଲାପାଳଙ୍କ ଯୁଗ୍ମ ଅଭିଯୋଗ ଶୁଣାଣି, ସ୍ଥାନ: ଜିଲ୍ଲାପାଳ କାର୍ଯ୍ୟାଳୟ, ସମୟ: ପୂର୍ବାହ୍ନ ୧୦ଟା: [450, 773, 660, 824]
district-heading: କୋରାପୁଟ: [670, 178, 880, 208]
zodiac-icon: ♈: [1136, 278, 1200, 342]
district-heading: ନବରଙ୍ଗପୁର: [450, 739, 660, 769]
event-item: • ନାଗବାଗ ରାସି ଯାତ୍ରା, ସ୍ଥାନ: କୋମନା, ସମୟ: ଅପରାହ୍ନ ୫ଟା: [900, 446, 1110, 480]
event-item: • ଯାଜପୁର ଯଯାତି କେଶରୀ ମେଡିକାଲ କଲେଜ ପ୍ରଥମ ବ୍ୟାଚ୍ ଛାତ୍ରଛାତ୍ରୀଙ୍କ ସମ୍ବର୍ଦ୍ଧନା, ସମୟ: ପୂର୍ବାହ୍ନ ୧୧ଟା: [450, 377, 660, 445]
photo-person-head: [582, 1258, 614, 1294]
event-item: • ସଦର ମହକୁମାରେ ଜିଲ୍ଲାପାଳଙ୍କ ଅଭିଯୋଗ ଶୁଣାଣି, ସମୟ: ପୂର୍ବାହ୍ନ ୧୦ଟା: [450, 682, 660, 733]
district-heading: ମୟୂରଭଞ୍ଜ: [230, 502, 440, 532]
events-column-4: [670, 172, 880, 756]
story-glacier-title: ବଢୁଛି ହିମପ୍ରବାହ ...: [815, 1885, 1026, 1915]
photo-person-head: [1012, 1258, 1044, 1294]
horoscope-sign: [1130, 870, 1470, 1020]
district-heading: ବୌଦ୍ଧ: [900, 539, 1110, 569]
event-item: • ଜନ ଅଭିଯୋଗ ଶୁଣାଣି ଶିବିର, ସ୍ଥାନ: ଜିଲ୍ଲାପରିଷଦ ସମ୍ମିଳନୀ କକ୍ଷ, ସମୟ: ପୂର୍ବାହ୍ନ ୧୦ଟା: [10, 727, 220, 778]
sign-name: କର୍କଟ: [1130, 722, 1208, 748]
event-item: • ବିଜେପି ଜିଲ୍ଲା କାର୍ଯ୍ୟକାରିଣୀ ବୈଠକ, ସ୍ଥାନ: ପାର୍ଟି କାର୍ଯ୍ୟାଳୟ, ସମୟ: ପୂର୍ବାହ୍ନ ୧୧ଟା: [230, 445, 440, 496]
district-heading: ନୟାଗଡ଼: [450, 504, 660, 534]
column-rule: [224, 100, 225, 1210]
sign-name: ବିଛା: [1130, 1354, 1208, 1380]
event-item: • ଗିରି ଗୋବର୍ଦ୍ଧନ ପୂଜା ଉପଲକ୍ଷେ ରଙ୍ଗାରଙ୍ଗ କାର୍ଯ୍ୟକ୍ରମ, ସ୍ଥାନ: କୋମନା, ସମୟ: ରାତ୍ର ୮ଟା: [900, 482, 1110, 533]
horoscope-sign: [1130, 554, 1470, 704]
newspaper-logo: [38, 6, 138, 86]
event-item: • ମିଳିତ ଜନ ଅଭିଯୋଗ ଶୁଣାଣି ଶିବିର, ସ୍ଥାନ: ଜିଲ୍ଲାପାଳଙ୍କ କାର୍ଯ୍ୟାଳୟ, ସମୟ: ପୂର୍ବାହ୍ନ ୧୦ଟା: [10, 818, 220, 869]
sign-prediction-continued: କର୍ମକ୍ଷେତ୍ରରେ ସମ୍ମାନ ବୃଦ୍ଧି ହେବ।: [1130, 1933, 1310, 1948]
event-item: • ସ୍କୁଲ ଓ ଗଣଶିକ୍ଷା ମନ୍ତ୍ରୀଙ୍କ ଗସ୍ତ, ସ୍ଥାନ: ଭବାନୀପାଟଣା, ସମୟ: ପୂର୍ବାହ୍ନ ୧୦ଟା: [900, 230, 1110, 281]
district-heading: ରାୟଗଡ଼ା: [450, 648, 660, 678]
sign-name: ବୃଷ: [1130, 406, 1208, 432]
